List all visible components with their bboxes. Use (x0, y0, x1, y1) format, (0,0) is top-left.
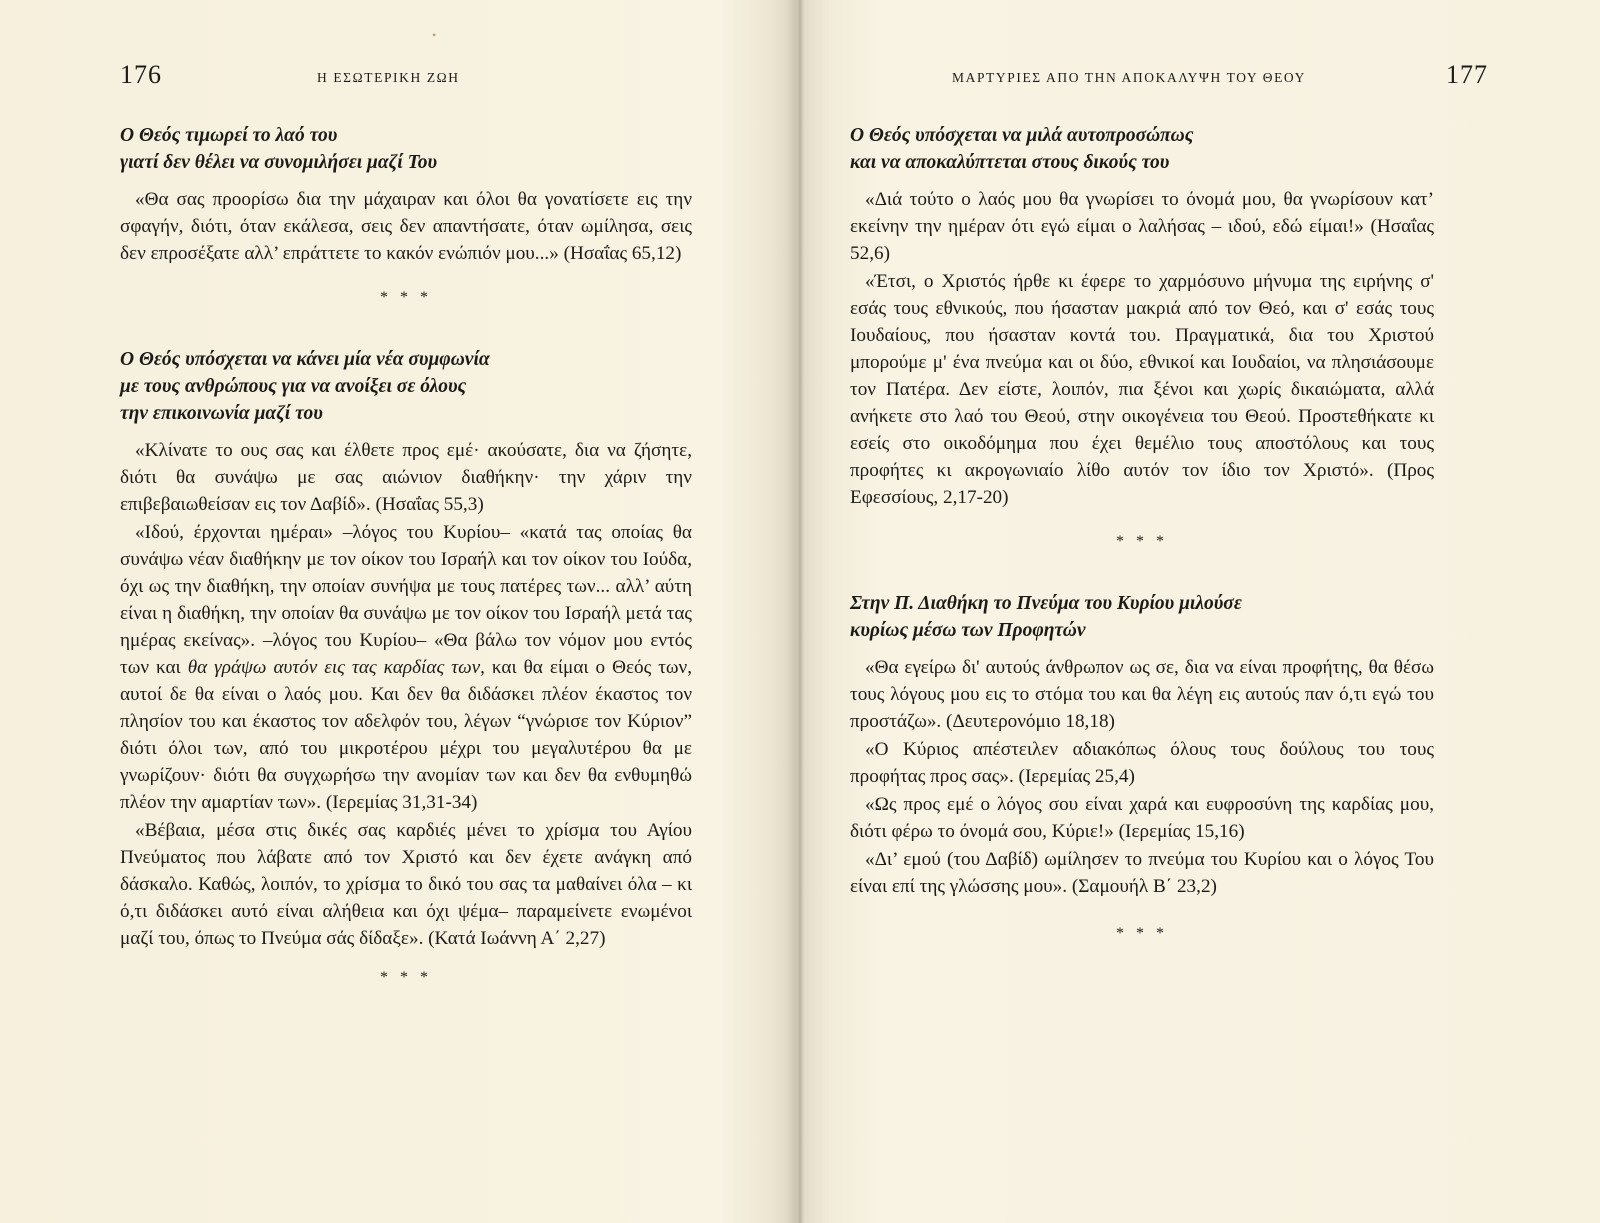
quote-text: «Ιδού, έρχονται ημέραι» –λόγος του Κυρίου– «κατά τας οποίας θα συνάψω νέαν διαθήκην με τον οίκον του Ισραήλ και τον οίκον του Ιούδα, όχι ως την διαθήκη, την οποίαν συνήψα με τους πατέρες των... αλλ’ αύτη είναι η διαθήκη, την οποίαν θα συνάψω με τον οίκον του Ισραήλ μετά τας ημέρας εκείνας». –λόγος του Κυρίου– «Θα βάλω τον νόμον μου εντός των και (120, 522, 692, 678)
heading-line: και να αποκαλύπτεται στους δικούς του (850, 152, 1170, 173)
heading-line: την επικοινωνία μαζί του (120, 403, 323, 424)
quote-paragraph: «Θα σας προορίσω δια την μάχαιραν και όλοι θα γονατίσετε εις την σφαγήν, διότι, όταν εκάλεσα, σεις δεν απαντήσατε, όταν ωμίλησα, σεις δεν επροσέξατε αλλ’ επράττετε το κακόν ενώπιόν μου...» (Ησαΐας 65,12) (120, 189, 692, 264)
section-heading (850, 122, 1434, 176)
page-number: 177 (1446, 60, 1488, 89)
page-content (120, 122, 692, 1026)
section-separator: * * * (1116, 925, 1168, 942)
heading-line: Στην Π. Διαθήκη το Πνεύμα του Κυρίου μιλούσε (850, 593, 1242, 614)
section-heading (850, 590, 1434, 644)
quote-paragraph: «Διά τούτο ο λαός μου θα γνωρίσει το όνομά μου, θα γνωρίσουν κατ’ εκείνην την ημέραν ότι εγώ είμαι ο λαλήσας – ιδού, εδώ είμαι!» (Ησαΐας 52,6) (850, 189, 1434, 264)
section-heading (120, 346, 692, 427)
quote-paragraph: «Ως προς εμέ ο λόγος σου είναι χαρά και ευφροσύνη της καρδίας μου, διότι φέρω το όνομά σου, Κύριε!» (Ιερεμίας 15,16) (850, 794, 1434, 842)
quote-paragraph: «Βέβαια, μέσα στις δικές σας καρδιές μένει το χρίσμα του Αγίου Πνεύματος που λάβατε από τον Χριστό και δεν έχετε ανάγκη από δάσκαλο. Καθώς, λοιπόν, το χρίσμα το δικό του σας τα μαθαίνει όλα – κι ό,τι διδάσκει αυτό είναι αλήθεια και όχι ψέμα– παραμείνετε ενωμένοι μαζί του, όπως το Πνεύμα σάς δίδαξε». (Κατά Ιωάννη Α΄ 2,27) (120, 820, 692, 949)
quote-paragraph: «Κλίνατε το ους σας και έλθετε προς εμέ· ακούσατε, δια να ζήσητε, διότι θα συνάψω με σας αιώνιον διαθήκην· την χάριν την επιβεβαιωθείσαν εις τον Δαβίδ». (Ησαΐας 55,3) (120, 440, 692, 515)
running-head: Η ΕΣΩΤΕΡΙΚΗ ΖΩΗ (317, 70, 460, 85)
italic-quote: θα γράψω αυτόν εις τας καρδίας των (187, 657, 481, 678)
quote-paragraph (120, 519, 692, 816)
section-separator: * * * (380, 289, 432, 306)
quote-text: , και θα είμαι ο Θεός των, αυτοί δε θα είναι ο λαός μου. Και δεν θα διδάσκει πλέον έκαστος τον πλησίον του και έκαστος τον αδελφόν του, λέγων “γνώρισε τον Κύριον” διότι όλοι των, από του μικροτέρου μέχρι του μεγαλυτέρου θα με γνωρίζουν· διότι θα συγχωρήσω την ανομίαν των και δεν θα ενθυμηθώ πλέον την αμαρτίαν των». (Ιερεμίας 31,31-34) (120, 657, 693, 813)
quote-paragraph: «Δι’ εμού (του Δαβίδ) ωμίλησεν το πνεύμα του Κυρίου και ο λόγος Του είναι επί της γλώσσης μου». (Σαμουήλ Β΄ 23,2) (850, 849, 1434, 897)
ink-speck: • (432, 28, 437, 42)
section-separator: * * * (380, 969, 432, 986)
right-page (800, 0, 1600, 1223)
left-page (0, 0, 790, 1223)
heading-line: γιατί δεν θέλει να συνομιλήσει μαζί Του (120, 152, 438, 173)
heading-line: Ο Θεός τιμωρεί το λαό του (120, 125, 338, 146)
quote-paragraph: «Ο Κύριος απέστειλεν αδιακόπως όλους τους δούλους του τους προφήτας προς σας». (Ιερεμίας 25,4) (850, 739, 1434, 787)
quote-paragraph: «Έτσι, ο Χριστός ήρθε κι έφερε το χαρμόσυνο μήνυμα της ειρήνης σ' εσάς τους εθνικούς, που ήσασταν μακριά από τον Θεό, και σ' εσάς τους Ιουδαίους, που ήσασταν κοντά του. Πραγματικά, δια του Χριστού μπορούμε μ' ένα πνεύμα και οι δύο, εθνικοί και Ιουδαίοι, να πλησιάσουμε τον Πατέρα. Δεν είστε, λοιπόν, πια ξένοι και χωρίς δικαιώματα, αλλά ανήκετε στο λαό του Θεού, στην οικογένεια του Θεού. Προστεθήκατε κι εσείς στο οικοδόμημα που έχει θεμέλιο τους αποστόλους και τους προφήτες κι ακρογωνιαίο λίθο αυτόν τον ίδιο τον Χριστό». (Προς Εφεσσίους, 2,17-20) (850, 271, 1434, 508)
section-separator: * * * (1116, 533, 1168, 550)
heading-line: με τους ανθρώπους για να ανοίξει σε όλους (120, 376, 467, 397)
heading-line: κυρίως μέσω των Προφητών (850, 620, 1086, 641)
page-number: 176 (120, 60, 162, 89)
page-content (850, 122, 1434, 982)
section-heading (120, 122, 692, 176)
quote-paragraph: «Θα εγείρω δι' αυτούς άνθρωπον ως σε, δια να είναι προφήτης, θα θέσω τους λόγους μου εις το στόμα του και θα λέγη εις αυτούς παν ό,τι εγώ του προστάζω». (Δευτερονόμιο 18,18) (850, 657, 1434, 732)
running-head: ΜΑΡΤΥΡΙΕΣ ΑΠΟ ΤΗΝ ΑΠΟΚΑΛΥΨΗ ΤΟΥ ΘΕΟΥ (952, 70, 1306, 85)
heading-line: Ο Θεός υπόσχεται να κάνει μία νέα συμφωνία (120, 349, 490, 370)
heading-line: Ο Θεός υπόσχεται να μιλά αυτοπροσώπως (850, 125, 1194, 146)
